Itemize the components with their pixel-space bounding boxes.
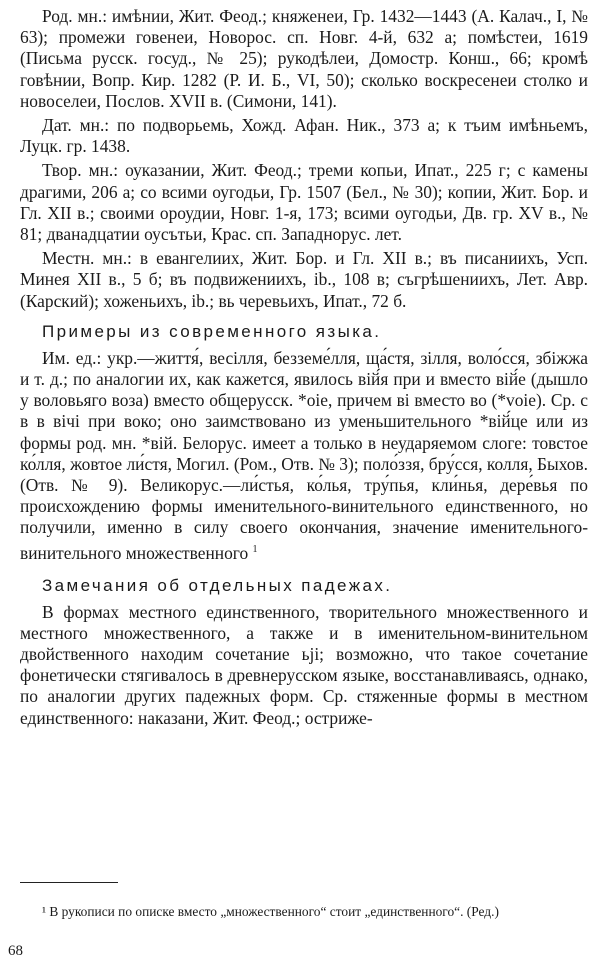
plural-genitive-paragraph: Род. мн.: имѣнии, Жит. Феод.; княженеи, Гр. 1432—1443 (А. Калач., I, № 63); промежи говенеи, Новорос. сп. Новг. 4-й, 632 а; помѣстеи, 1619 (Письма русск. госуд., № 25); рукодѣлеи, Домостр. Конш., 66; кромѣ говѣнии, Вопр. Кир. 1282 (Р. И. Б., VI, 50); сколько воскресенеи столко и новоселеи, Послов. XVII в. (Симони, 141). [20,6,588,111]
plural-dative-paragraph: Дат. мн.: по подворьемь, Хожд. Афан. Ник., 373 а; к тъим имѣньемъ, Луцк. гр. 1438. [20,115,588,157]
case-remarks-paragraph: В формах местного единственного, творительного множественного и местного множественного, а также и в именительном-винительном двойственного находим сочетание ьјі; возможно, что такое сочетание фонетически стягивалось в древнерусском языке, восстанавливаясь, однако, по аналогии других падежных форм. Ср. стяженные формы в местном единственного: наказани, Жит. Феод.; остриже- [20,601,588,728]
footnote: ¹ В рукописи по описке вместо „множественного“ стоит „единственного“. (Ред.) [42,904,499,920]
document-page [0,6,600,967]
footnote-divider [20,882,118,883]
plural-instrumental-paragraph: Твор. мн.: оуказании, Жит. Феод.; треми копьи, Ипат., 225 г; с камены драгими, 206 а; со всими оугодьи, Гр. 1507 (Бел., № 30); копии, Жит. Бор. и Гл. XII в.; своими ороудии, Новг. 1-я, 173; всими оугодьи, Дв. гр. XV в., № 81; дванадцатии оусътьи, Крас. сп. Западнорус. лет. [20,160,588,245]
footnote-reference: 1 [252,543,258,555]
modern-examples-text: Им. ед.: укр.—життя́, весілля, безземе́лля, ща́стя, зілля, воло́сся, збіжжа и т. д.; по аналогии их, как кажется, явилось вій́я при и вместо вій́е (дышло у воловьяго воза) вместо общерусск. *оіе, причем ві вместо во (*voie). Ср. с в в вічі при воко; оно заимствовано из уменьшительного *вій́це или из формы род. мн. *вій. Белорус. имеет а только в неударяемом слоге: товстое ко́лля, жовтое ли́стя, Могил. (Ром., Отв. № 3); поло́ззя, бру́сся, колля, Быхов. (Отв. № 9). Великорус.—ли́стья, ко́лья, тру́пья, кли́нья, дере́вья по происхождению формы именительного-винительного единственного, но получили, именно в силу своего окончания, значение именительного-винительного множественного [20,347,588,563]
section-title-modern-examples: Примеры из современного языка. [42,321,382,341]
page-number: 68 [8,943,23,959]
modern-examples-paragraph [20,348,588,564]
section-title-case-remarks: Замечания об отдельных падежах. [42,575,393,595]
plural-locative-paragraph: Местн. мн.: в евангелиих, Жит. Бор. и Гл. XII в.; въ писаниихъ, Усп. Минея XII в., 5 б; въ подвижениихъ, ib., 108 в; съгрѣшениихъ, Лет. Авр. (Карский); хоженьихъ, ib.; вь черевьихъ, Ипат., 72 б. [20,248,588,311]
